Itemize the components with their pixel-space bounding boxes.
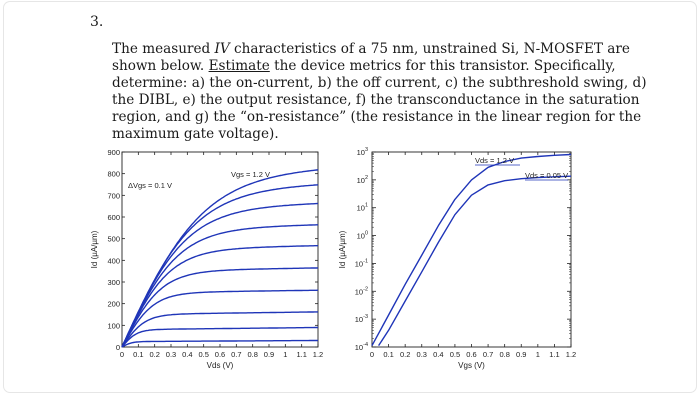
chart-2-plot-area <box>372 152 571 347</box>
question-text-part: characteristics of a 75 nm, unstrained Si, N-MOSFET are shown below. <box>112 41 630 74</box>
chart-1-y-axis-label: Id (µA/µm) <box>90 230 99 269</box>
chart-1-y-tick-label: 0 <box>115 343 120 352</box>
chart-2-x-tick-label: 1 <box>535 350 540 359</box>
chart-2-series-label-vds-high: Vds = 1.2 V <box>475 156 514 165</box>
chart-1-x-tick-label: 0 <box>119 350 125 359</box>
chart-1-x-axis-label: Vds (V) <box>206 361 234 370</box>
chart-2-y-tick-label: $10^1$ <box>356 202 368 213</box>
question-text-italic: IV <box>214 41 230 57</box>
chart-2-x-tick-label: 0.8 <box>499 350 510 359</box>
chart-1-x-tick-label: 0.4 <box>182 350 193 359</box>
chart-2-x-tick-label: 0.1 <box>383 350 394 359</box>
chart-1-y-tick-label: 500 <box>107 234 120 244</box>
chart-1-y-tick-label: 200 <box>107 299 120 309</box>
question-text-underlined: Estimate <box>208 58 270 74</box>
question-text-part: the device metrics for this transistor. Specifically, determine: a) the on-current, b) the off current, c) the subthreshold swing, d) the DIBL, e) the output resistance, f) the transconductance in the saturation region, and g) the “on-resistance” (the resistance in the linear region for the maximum gate voltage). <box>112 58 647 142</box>
chart-1-annotation-delta-vgs: ΔVgs = 0.1 V <box>128 181 172 190</box>
chart-1-x-tick-label: 1 <box>283 350 288 359</box>
chart-1-group <box>90 148 323 370</box>
chart-2-y-tick-label: $10^0$ <box>356 230 368 241</box>
problem-number: 3. <box>90 14 104 30</box>
chart-1-x-tick-label: 0.7 <box>231 350 242 359</box>
chart-2-y-tick-label: $10^{-4}$ <box>354 342 368 352</box>
chart-2-x-tick-label: 1.2 <box>565 350 577 359</box>
chart-1-x-tick-label: 0.6 <box>214 350 226 359</box>
chart-1-x-tick-label: 0.8 <box>247 350 258 359</box>
chart-2-x-tick-label: 0 <box>369 350 375 359</box>
chart-1-y-tick-label: 800 <box>107 169 120 179</box>
chart-2-y-tick-label: $10^3$ <box>356 147 368 157</box>
chart-2-x-tick-label: 0.9 <box>516 350 527 359</box>
chart-1-x-tick-label: 0.3 <box>165 350 177 359</box>
chart-2-series-label-vds-low: Vds = 0.05 V <box>525 171 569 180</box>
chart-1-y-tick-label: 900 <box>107 148 120 157</box>
chart-1-y-tick-label: 400 <box>107 256 120 266</box>
chart-2-x-tick-label: 1.1 <box>549 350 560 359</box>
chart-1-annotation-vgs-max: Vgs = 1.2 V <box>231 170 270 179</box>
chart-1-x-tick-label: 1.1 <box>296 350 307 359</box>
chart-1-y-tick-label: 700 <box>107 191 120 201</box>
chart-2-y-tick-label: $10^{-1}$ <box>354 258 368 269</box>
chart-2-group <box>338 147 576 370</box>
chart-2-y-tick-label: $10^2$ <box>356 174 368 185</box>
chart-1-y-tick-label: 600 <box>107 213 120 222</box>
chart-2-y-axis-label: Id (µA/µm) <box>338 230 347 269</box>
chart-1-y-tick-label: 100 <box>107 321 120 331</box>
chart-1-y-tick-label: 300 <box>107 278 120 287</box>
chart-2-x-tick-label: 0.2 <box>399 350 411 359</box>
chart-1-x-tick-label: 1.2 <box>312 350 324 359</box>
chart-2-x-axis-label: Vgs (V) <box>458 361 485 370</box>
chart-1-x-tick-label: 0.5 <box>198 350 209 359</box>
chart-2-x-tick-label: 0.5 <box>449 350 461 359</box>
chart-2-x-tick-label: 0.4 <box>433 350 444 359</box>
chart-1-x-tick-label: 0.1 <box>133 350 144 359</box>
chart-2-y-tick-label: $10^{-2}$ <box>354 286 368 297</box>
chart-1-x-tick-label: 0.9 <box>263 350 275 359</box>
chart-1-x-tick-label: 0.2 <box>149 350 160 359</box>
chart-2-y-tick-label: $10^{-3}$ <box>354 314 368 325</box>
chart-2-x-tick-label: 0.7 <box>482 350 494 359</box>
question-text-part: The measured <box>112 41 215 57</box>
chart-2-x-tick-label: 0.3 <box>416 350 427 359</box>
chart-2-x-tick-label: 0.6 <box>466 350 477 359</box>
